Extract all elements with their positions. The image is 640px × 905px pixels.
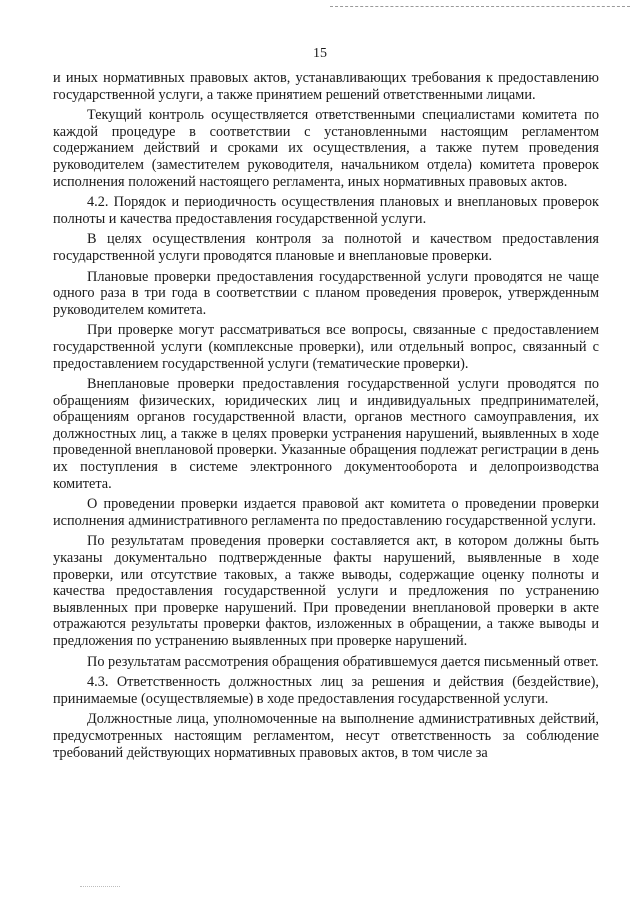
paragraph-current-control: Текущий контроль осуществляется ответственными специалистами комитета по каждой процедуре в соответствии с установленными настоящим регламентом содержанием действий и сроками их осуществления, а также путем проведения руководителем (заместителем руководителя, начальником отдела) комитета проверок исполнения положений настоящего регламента, иных нормативных правовых актов.: [53, 107, 599, 190]
paragraph-inspection-act: О проведении проверки издается правовой акт комитета о проведении проверки исполнения административного регламента по предоставлению государственной услуги.: [53, 496, 599, 529]
document-body: [53, 70, 599, 765]
scan-top-rule: [330, 6, 630, 7]
paragraph-control-purpose: В целях осуществления контроля за полнотой и качеством предоставления государственной услуги проводятся плановые и внеплановые проверки.: [53, 231, 599, 264]
paragraph-planned-inspections: Плановые проверки предоставления государственной услуги проводятся не чаще одного раза в три года в соответствии с планом проведения проверок, утвержденным руководителем комитета.: [53, 268, 599, 318]
paragraph-unscheduled-inspections: Внеплановые проверки предоставления государственной услуги проводятся по обращениям физических, юридических лиц и индивидуальных предпринимателей, обращениям органов государственной власти, органов местного самоуправления, их должностных лиц, а также в целях проверки устранения нарушений, выявленных в ходе проведенной внеплановой проверки. Указанные обращения подлежат регистрации в день их поступления в системе электронного документооборота и делопроизводства комитета.: [53, 376, 599, 492]
paragraph-written-reply: По результатам рассмотрения обращения обратившемуся дается письменный ответ.: [87, 653, 599, 670]
section-heading-4-2: 4.2. Порядок и периодичность осуществления плановых и внеплановых проверок полноты и качества предоставления государственной услуги.: [53, 194, 599, 227]
scan-bottom-mark: [80, 886, 120, 887]
paragraph-inspection-results: По результатам проведения проверки составляется акт, в котором должны быть указаны документально подтвержденные факты нарушений, выявленные в ходе проверки, или отсутствие таковых, а также выводы, содержащие оценку полноты и качества предоставления государственной услуги и предложения по устранению выявленных при проверке нарушений. При проведении внеплановой проверки в акте отражаются результаты проверки фактов, изложенных в обращении, а также выводы и предложения по устранению выявленных при проверке нарушений.: [53, 533, 599, 649]
paragraph-official-responsibility: Должностные лица, уполномоченные на выполнение административных действий, предусмотренных настоящим регламентом, несут ответственность за соблюдение требований действующих нормативных правовых актов, в том числе за: [53, 711, 599, 761]
page-number: 15: [313, 46, 327, 61]
paragraph-inspection-scope: При проверке могут рассматриваться все вопросы, связанные с предоставлением государственной услуги (комплексные проверки), или отдельный вопрос, связанный с предоставлением государственной услуги (тематические проверки).: [53, 322, 599, 372]
paragraph-continuation: и иных нормативных правовых актов, устанавливающих требования к предоставлению государственной услуги, а также принятием решений ответственными лицами.: [53, 70, 599, 103]
section-heading-4-3: 4.3. Ответственность должностных лиц за решения и действия (бездействие), принимаемые (осуществляемые) в ходе предоставления государственной услуги.: [53, 674, 599, 707]
